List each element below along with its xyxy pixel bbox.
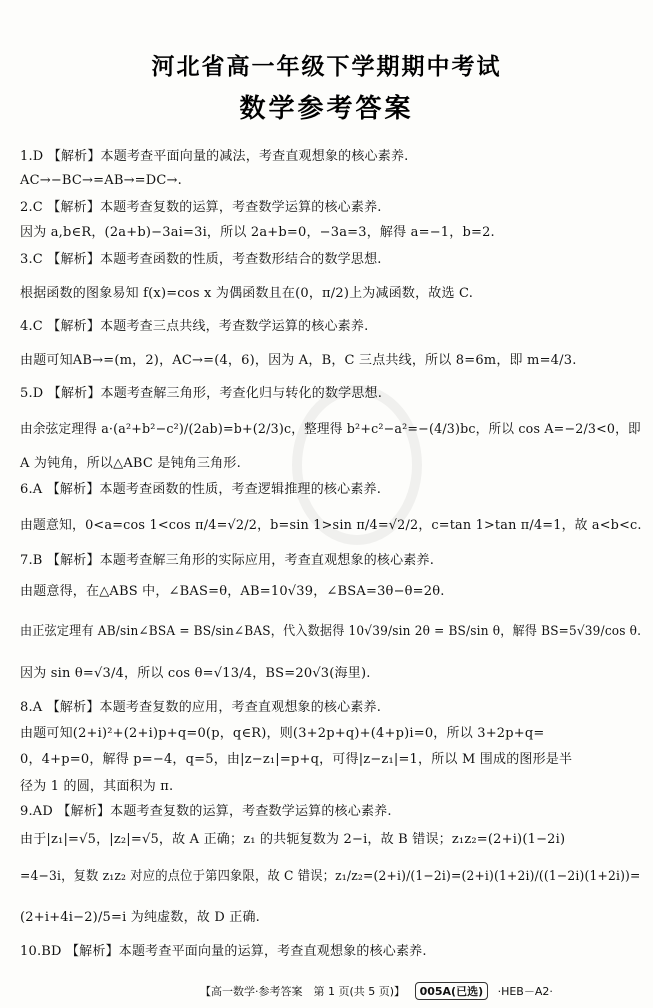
answer-1-body: AC→−BC→=AB→=DC→.: [20, 173, 182, 188]
answer-5-body-2: A 为钝角，所以△ABC 是钝角三角形.: [20, 456, 241, 471]
footer-page-info: 【高一数学·参考答案 第 1 页(共 5 页)】: [200, 985, 406, 998]
answer-9-body-1: 由于|z₁|=√5，|z₂|=√5，故 A 正确；z₁ 的共轭复数为 2−i，故 B 错误；z₁z₂=(2+i)(1−2i): [20, 832, 566, 847]
answer-9-body-3: (2+i+4i−2)/5=i 为纯虚数，故 D 正确.: [20, 910, 261, 925]
answer-2-header: 2.C 【解析】本题考查复数的运算，考查数学运算的核心素养.: [20, 200, 382, 215]
answer-7-header: 7.B 【解析】本题考查解三角形的实际应用，考查直观想象的核心素养.: [20, 553, 435, 568]
answer-1-header: 1.D 【解析】本题考查平面向量的减法，考查直观想象的核心素养.: [20, 149, 409, 164]
answer-7-body-1: 由题意得，在△ABS 中，∠BAS=θ，AB=10√39，∠BSA=3θ−θ=2θ.: [20, 584, 445, 599]
answer-4-header: 4.C 【解析】本题考查三点共线，考查数学运算的核心素养.: [20, 319, 369, 334]
footer-code-badge: 005A(已选): [415, 982, 489, 1000]
footer-series: ·HEB－A2·: [497, 985, 553, 998]
answer-3-header: 3.C 【解析】本题考查函数的性质，考查数形结合的数学思想.: [20, 252, 382, 267]
answer-5-header: 5.D 【解析】本题考查解三角形，考查化归与转化的数学思想.: [20, 386, 383, 401]
exam-subtitle: 数学参考答案: [239, 94, 414, 124]
answer-4-body: 由题可知AB→=(m，2)，AC→=(4，6)，因为 A，B，C 三点共线，所以 8=6m，即 m=4/3.: [20, 353, 577, 368]
answer-6-header: 6.A 【解析】本题考查函数的性质，考查逻辑推理的核心素养.: [20, 482, 382, 497]
answer-7-body-2: 由正弦定理有 AB/sin∠BSA = BS/sin∠BAS，代入数据得 10√39/sin 2θ = BS/sin θ，解得 BS=5√39/cos θ.: [20, 624, 642, 639]
answer-8-header: 8.A 【解析】本题考查复数的应用，考查直观想象的核心素养.: [20, 700, 382, 715]
answer-2-body: 因为 a,b∈R，(2a+b)−3ai=3i，所以 2a+b=0，−3a=3，解得 a=−1，b=2.: [20, 225, 495, 240]
answer-6-body: 由题意知，0<a=cos 1<cos π/4=√2/2，b=sin 1>sin π/4=√2/2，c=tan 1>tan π/4=1，故 a<b<c.: [20, 518, 642, 533]
answer-5-body-1: 由余弦定理得 a·(a²+b²−c²)/(2ab)=b+(2/3)c，整理得 b²+c²−a²=−(4/3)bc，所以 cos A=−2/3<0，即: [20, 422, 641, 437]
answer-7-body-3: 因为 sin θ=√3/4，所以 cos θ=√13/4，BS=20√3(海里).: [20, 666, 371, 681]
answer-3-body: 根据函数的图象易知 f(x)=cos x 为偶函数且在(0，π/2)上为减函数，故选 C.: [20, 286, 474, 301]
answer-9-header: 9.AD 【解析】本题考查复数的运算，考查数学运算的核心素养.: [20, 804, 392, 819]
page-footer: [200, 982, 553, 1000]
answer-9-body-2: =4−3i，复数 z₁z₂ 对应的点位于第四象限，故 C 错误；z₁/z₂=(2+i)/(1−2i)=(2+i)(1+2i)/((1−2i)(1+2i))=: [20, 869, 641, 884]
exam-title: 河北省高一年级下学期期中考试: [151, 54, 502, 80]
answer-8-body-1: 由题可知(2+i)²+(2+i)p+q=0(p，q∈R)，则(3+2p+q)+(4+p)i=0，所以 3+2p+q=: [20, 726, 545, 741]
answer-8-body-3: 径为 1 的圆，其面积为 π.: [20, 779, 174, 794]
answer-10-header: 10.BD 【解析】本题考查平面向量的运算，考查直观想象的核心素养.: [20, 944, 427, 959]
answer-8-body-2: 0，4+p=0，解得 p=−4，q=5，由|z−z₁|=p+q，可得|z−z₁|=1，所以 M 围成的图形是半: [20, 752, 573, 767]
